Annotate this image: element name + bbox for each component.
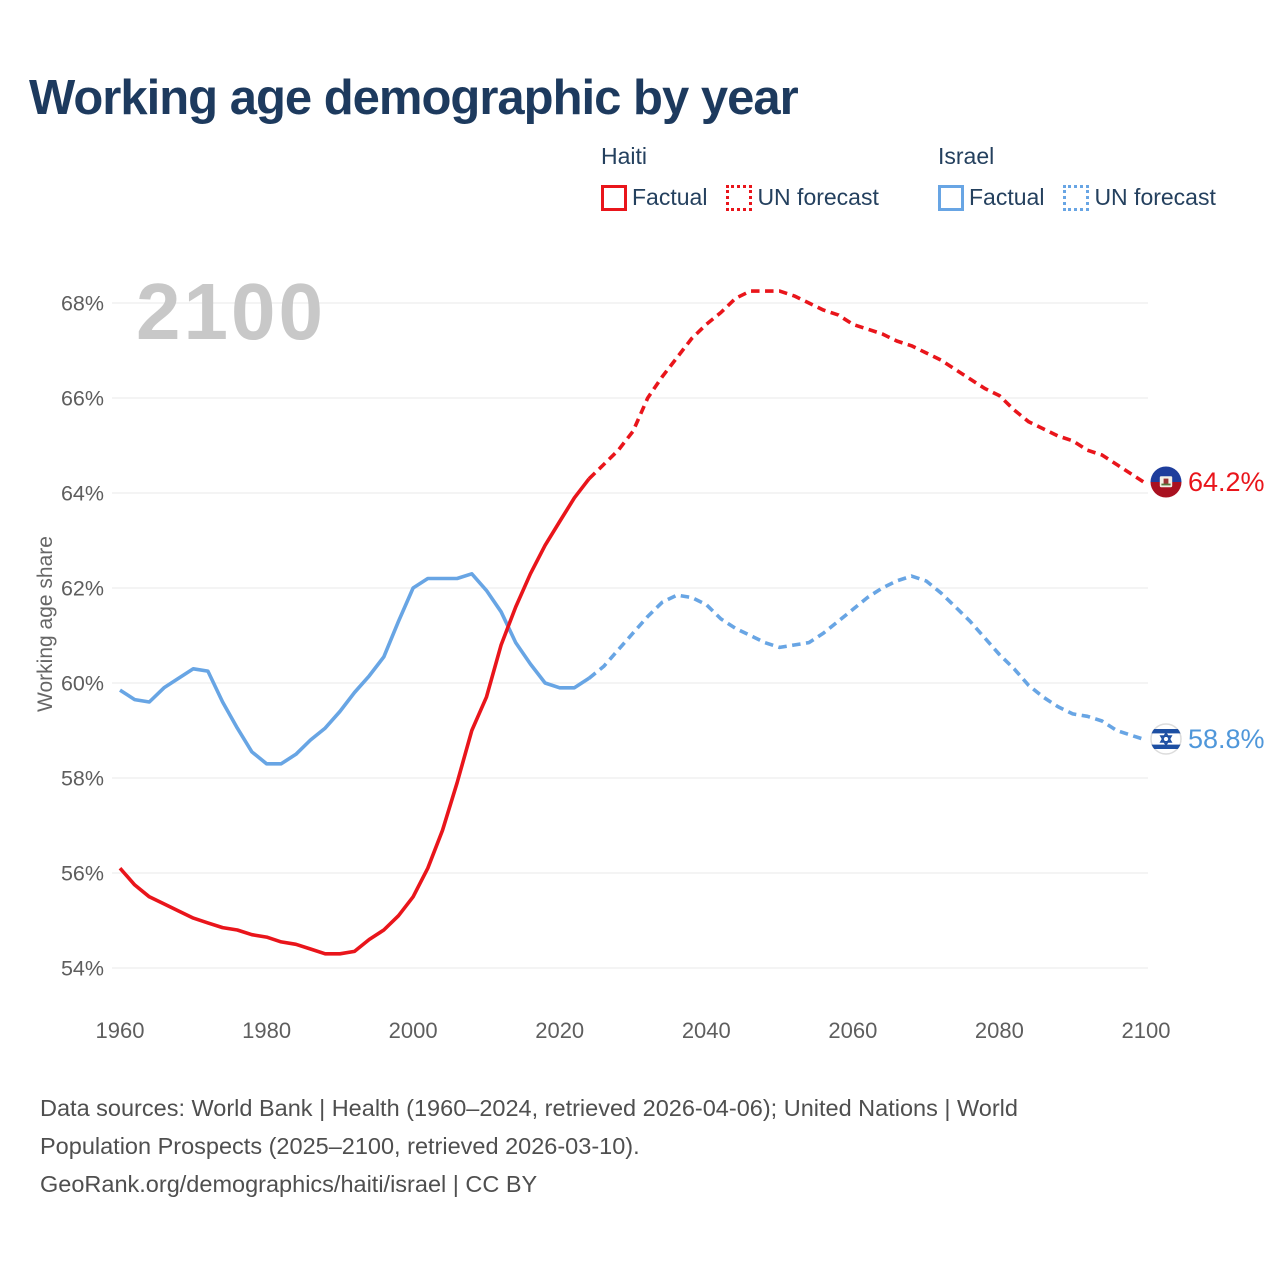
haiti-flag-icon bbox=[1149, 465, 1183, 499]
israel-un-forecast-line bbox=[589, 576, 1146, 740]
israel-flag-icon bbox=[1149, 722, 1183, 756]
x-tick-1980: 1980 bbox=[242, 1018, 292, 1043]
x-tick-2000: 2000 bbox=[388, 1018, 438, 1043]
y-tick-62: 62% bbox=[60, 576, 104, 601]
x-tick-1960: 1960 bbox=[95, 1018, 145, 1043]
page-title: Working age demographic by year bbox=[29, 71, 798, 125]
y-tick-58: 58% bbox=[60, 766, 104, 791]
footer-line-1: Data sources: World Bank | Health (1960–2024, retrieved 2026-04-06); United Nations | World bbox=[40, 1095, 1018, 1121]
x-tick-2040: 2040 bbox=[681, 1018, 731, 1043]
israel-factual-label[interactable]: Factual bbox=[969, 184, 1045, 210]
israel-forecast-label[interactable]: UN forecast bbox=[1094, 184, 1216, 210]
x-tick-2100: 2100 bbox=[1121, 1018, 1171, 1043]
footer-line-2: Population Prospects (2025–2100, retrieved 2026-03-10). bbox=[40, 1133, 640, 1159]
x-tick-2080: 2080 bbox=[974, 1018, 1024, 1043]
legend-country-haiti: Haiti bbox=[601, 143, 648, 169]
y-axis-title: Working age share bbox=[34, 536, 57, 712]
legend-country-israel: Israel bbox=[938, 143, 995, 169]
haiti-factual-label[interactable]: Factual bbox=[632, 184, 708, 210]
y-tick-56: 56% bbox=[60, 861, 104, 886]
y-tick-64: 64% bbox=[60, 481, 104, 506]
x-tick-2020: 2020 bbox=[535, 1018, 585, 1043]
israel-end-value: 58.8% bbox=[1188, 724, 1265, 754]
footer-attribution bbox=[40, 1089, 1018, 1203]
haiti-un-forecast-line bbox=[589, 291, 1146, 483]
y-tick-54: 54% bbox=[60, 956, 104, 981]
watermark-year: 2100 bbox=[136, 267, 326, 356]
y-tick-66: 66% bbox=[60, 386, 104, 411]
x-tick-2060: 2060 bbox=[828, 1018, 878, 1043]
haiti-forecast-label[interactable]: UN forecast bbox=[757, 184, 879, 210]
y-tick-60: 60% bbox=[60, 671, 104, 696]
haiti-factual-line bbox=[120, 479, 589, 954]
footer-line-3: GeoRank.org/demographics/haiti/israel | CC BY bbox=[40, 1171, 538, 1197]
haiti-end-value: 64.2% bbox=[1188, 467, 1265, 497]
y-tick-68: 68% bbox=[60, 291, 104, 316]
